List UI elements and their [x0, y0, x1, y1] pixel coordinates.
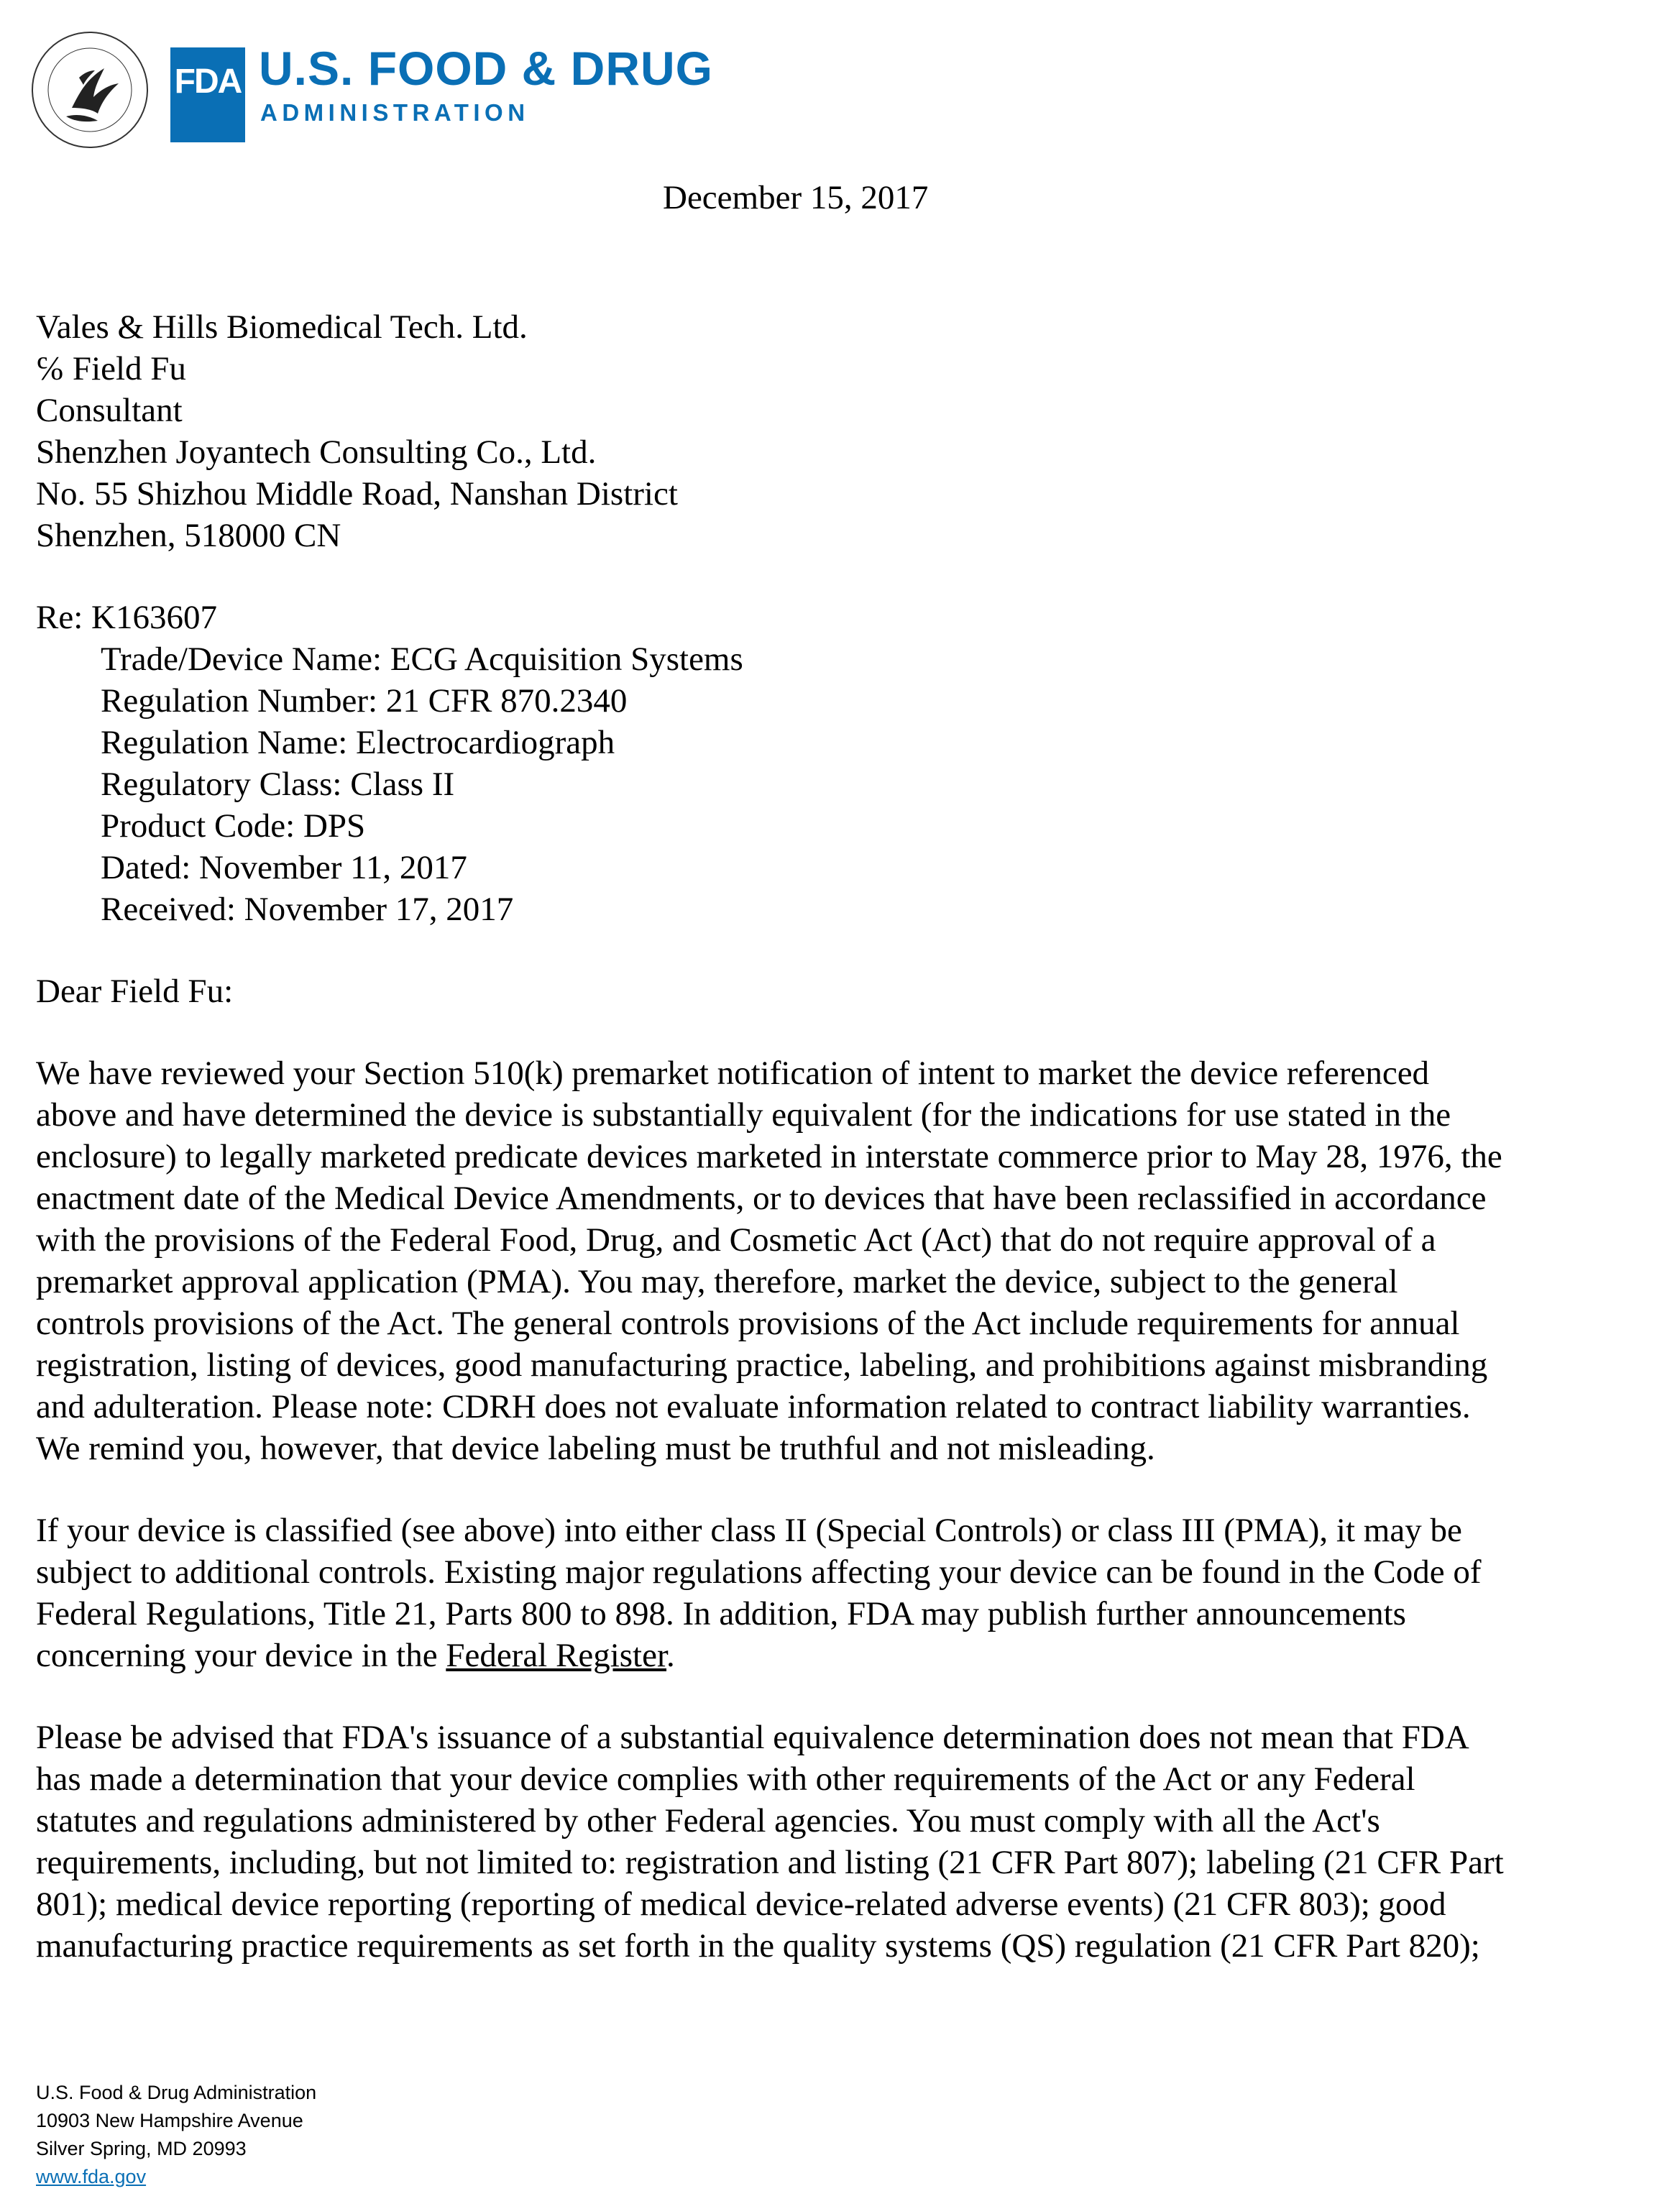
paragraph-line: 801); medical device reporting (reporting of medical device-related adverse events) (21 CFR 803); good — [36, 1885, 1446, 1923]
agency-subtitle: ADMINISTRATION — [260, 99, 530, 126]
paragraph-text: concerning your device in the — [36, 1637, 446, 1674]
re-item: Received: November 17, 2017 — [101, 891, 514, 928]
paragraph-line: above and have determined the device is substantially equivalent (for the indications for use stated in the — [36, 1096, 1451, 1134]
paragraph-line: Federal Regulations, Title 21, Parts 800 to 898. In addition, FDA may publish further announcements — [36, 1595, 1406, 1632]
fda-logo-box — [170, 47, 245, 142]
recipient-line: ℅ Field Fu — [36, 350, 186, 387]
re-item: Dated: November 11, 2017 — [101, 849, 467, 886]
footer-line: 10903 New Hampshire Avenue — [36, 2110, 303, 2131]
paragraph-line: Please be advised that FDA's issuance of a substantial equivalence determination does not mean that FDA — [36, 1719, 1469, 1756]
paragraph-line: We remind you, however, that device labeling must be truthful and not misleading. — [36, 1430, 1155, 1467]
paragraph-line: manufacturing practice requirements as set forth in the quality systems (QS) regulation (21 CFR Part 820); — [36, 1927, 1480, 1965]
agency-name: U.S. FOOD & DRUG — [259, 42, 714, 95]
paragraph-line: registration, listing of devices, good manufacturing practice, labeling, and prohibitions against misbranding — [36, 1346, 1488, 1384]
paragraph-line: If your device is classified (see above) into either class II (Special Controls) or class III (PMA), it may be — [36, 1512, 1462, 1549]
recipient-line: Shenzhen, 518000 CN — [36, 517, 341, 554]
paragraph-line: statutes and regulations administered by other Federal agencies. You must comply with all the Act's — [36, 1802, 1380, 1839]
paragraph-line: We have reviewed your Section 510(k) premarket notification of intent to market the device referenced — [36, 1055, 1430, 1092]
paragraph-line: requirements, including, but not limited to: registration and listing (21 CFR Part 807); labeling (21 CFR Part — [36, 1844, 1504, 1881]
fda-logo-text: FDA — [174, 63, 242, 101]
paragraph-text: . — [666, 1637, 675, 1674]
paragraph-line: with the provisions of the Federal Food, Drug, and Cosmetic Act (Act) that do not require approval of a — [36, 1221, 1436, 1259]
recipient-line: No. 55 Shizhou Middle Road, Nanshan District — [36, 475, 678, 513]
paragraph-line: enactment date of the Medical Device Amendments, or to devices that have been reclassified in accordance — [36, 1180, 1487, 1217]
federal-register-link[interactable]: Federal Register — [446, 1637, 667, 1674]
paragraph-line: controls provisions of the Act. The general controls provisions of the Act include requirements for annual — [36, 1305, 1460, 1342]
recipient-line: Shenzhen Joyantech Consulting Co., Ltd. — [36, 433, 597, 471]
recipient-line: Vales & Hills Biomedical Tech. Ltd. — [36, 308, 528, 346]
paragraph-line: and adulteration. Please note: CDRH does not evaluate information related to contract liability warranties. — [36, 1388, 1471, 1425]
fda-website-link[interactable]: www.fda.gov — [36, 2166, 147, 2187]
paragraph-line: enclosure) to legally marketed predicate devices marketed in interstate commerce prior to May 28, 1976, the — [36, 1138, 1502, 1175]
re-item: Product Code: DPS — [101, 807, 366, 845]
paragraph-line: premarket approval application (PMA). You may, therefore, market the device, subject to the general — [36, 1263, 1398, 1300]
re-reference: Re: K163607 — [36, 599, 217, 636]
re-item: Regulation Number: 21 CFR 870.2340 — [101, 682, 628, 720]
footer-line: Silver Spring, MD 20993 — [36, 2138, 247, 2159]
paragraph-line: subject to additional controls. Existing major regulations affecting your device can be found in the Code of — [36, 1553, 1482, 1591]
salutation: Dear Field Fu: — [36, 973, 234, 1010]
paragraph-line: has made a determination that your device complies with other requirements of the Act or any Federal — [36, 1760, 1415, 1798]
re-item: Regulatory Class: Class II — [101, 766, 455, 803]
footer-line: U.S. Food & Drug Administration — [36, 2082, 317, 2103]
recipient-line: Consultant — [36, 392, 183, 429]
paragraph-line — [36, 1639, 675, 1673]
letter-date: December 15, 2017 — [663, 179, 929, 216]
hhs-seal-logo — [29, 29, 151, 151]
re-item: Trade/Device Name: ECG Acquisition Systems — [101, 640, 743, 678]
re-item: Regulation Name: Electrocardiograph — [101, 724, 615, 761]
